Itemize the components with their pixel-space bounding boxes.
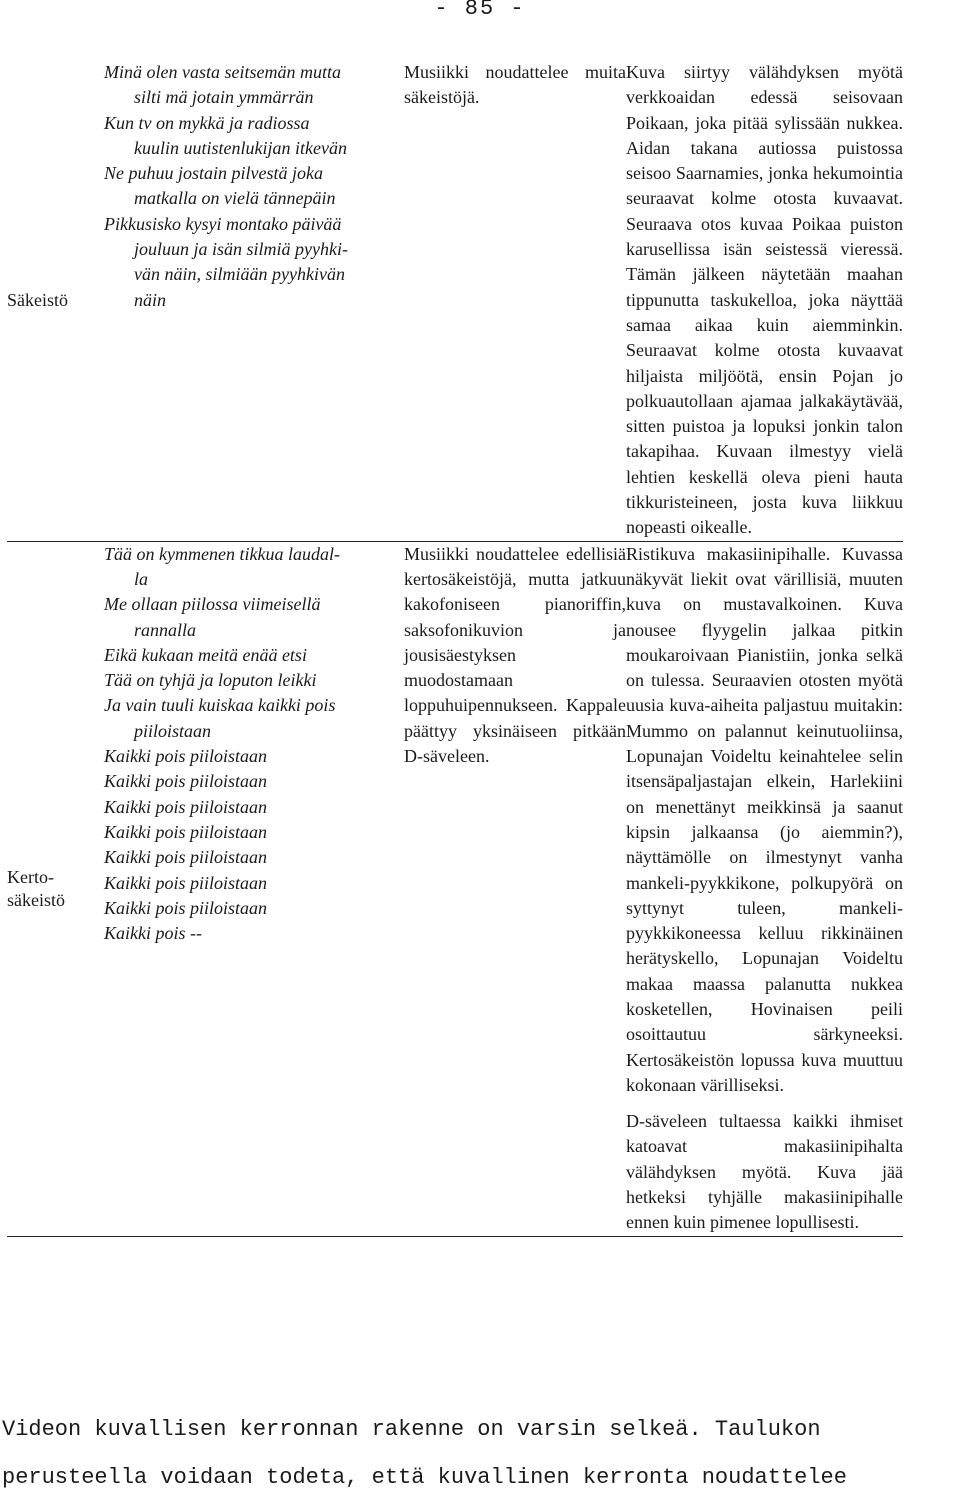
verse-music bbox=[404, 60, 626, 541]
lyric-line: Kaikki pois piiloistaan bbox=[104, 746, 268, 767]
verse-lyrics bbox=[104, 60, 404, 541]
chorus-section-label bbox=[7, 542, 104, 1237]
table-bottom-rule bbox=[7, 1236, 903, 1237]
lyric-line: Kaikki pois piiloistaan bbox=[104, 872, 268, 893]
lyric-line: Eikä kukaan meitä enää etsi bbox=[104, 644, 307, 665]
verse-row bbox=[7, 60, 903, 541]
verse-music-text: Musiikki noudattelee muita säkeistöjä. bbox=[404, 62, 626, 108]
lyric-line: Kaikki pois -- bbox=[104, 923, 202, 944]
verse-section-label bbox=[7, 60, 104, 541]
chorus-row bbox=[7, 542, 903, 1237]
verse-visual bbox=[626, 60, 903, 541]
lyric-line: Ja vain tuuli kuiskaa kaikki pois piiloistaan bbox=[104, 695, 336, 741]
lyric-line: Ne puhuu jostain pilvestä joka matkalla on vielä tännepäin bbox=[104, 163, 336, 209]
verse-visual-text: Kuva siirtyy välähdyksen myötä verkkoaidan edessä seisovaan Poikaan, joka pitää sylissään nukkea. Aidan takana autiossa puistossa seisoo Saarnamies, jonka hekumointia seuraavat kolme otosta kuvaavat. Seuraava otos kuvaa Poikaa puiston karusellissa isän seistessä vieressä. Tämän jälkeen näytetään maahan tippunutta taskukelloa, joka näyttää samaa aikaa kuin aiemminkin. Seuraavat kolme otosta kuvaavat hiljaista miljöötä, ensin Pojan jo polkuautollaan ajamaa jalkakäytävää, sitten puistoa ja lopuksi jonkin talon takapihaa. Kuvaan ilmestyy vielä lehtien keskellä oleva pieni hauta tikkuristeineen, josta kuva liikkuu nopeasti oikealle. bbox=[626, 62, 903, 538]
lyric-line: Minä olen vasta seitsemän mutta silti mä jotain ymmärrän bbox=[104, 62, 341, 108]
verse-label: Säkeistö bbox=[7, 289, 68, 310]
chorus-visual-ending-text: D-säveleen tultaessa kaikki ihmiset katoavat makasiinipihalta välähdyksen myötä. Kuva jää hetkeksi tyhjälle makasiinipihalle ennen kuin pimenee lopullisesti. bbox=[626, 1111, 903, 1233]
body-text-line-1: Videon kuvallisen kerronnan rakenne on varsin selkeä. Taulukon bbox=[2, 1417, 821, 1442]
lyric-line: Kaikki pois piiloistaan bbox=[104, 847, 268, 868]
lyric-line: Tää on tyhjä ja loputon leikki bbox=[104, 670, 317, 691]
lyric-line: Kaikki pois piiloistaan bbox=[104, 796, 268, 817]
lyric-line: Tää on kymmenen tikkua laudal- la bbox=[104, 543, 340, 589]
lyric-line: Kaikki pois piiloistaan bbox=[104, 821, 268, 842]
analysis-table bbox=[7, 60, 903, 1237]
chorus-music-text: Musiikki noudattelee edellisiä kertosäkeistöjä, mutta jatkuu kakofoniseen pianoriffin, saksofonikuvion ja jousisäestyksen muodostamaan loppuhuipennukseen. Kappale päättyy yksinäiseen pitkään D-säveleen. bbox=[404, 543, 626, 767]
lyric-line: Kun tv on mykkä ja radiossa kuulin uutistenlukijan itkevän bbox=[104, 112, 347, 158]
lyric-line: Kaikki pois piiloistaan bbox=[104, 771, 268, 792]
chorus-visual bbox=[626, 542, 903, 1237]
lyric-line: Kaikki pois piiloistaan bbox=[104, 897, 268, 918]
lyric-line: Me ollaan piilossa viimeisellä rannalla bbox=[104, 594, 321, 640]
chorus-lyrics bbox=[104, 542, 404, 1237]
chorus-label-line2: säkeistö bbox=[7, 889, 65, 910]
chorus-music bbox=[404, 542, 626, 1237]
body-text-line-2: perusteella voidaan todeta, että kuvallinen kerronta noudattelee bbox=[2, 1465, 847, 1490]
lyric-line: Pikkusisko kysyi montako päivää jouluun ja isän silmiä pyyhki- vän näin, silmiään pyyhkivän näin bbox=[104, 213, 348, 310]
chorus-label-line1: Kerto- bbox=[7, 866, 54, 887]
page-number: - 85 - bbox=[434, 0, 526, 21]
chorus-visual-text: Ristikuva makasiinipihalle. Kuvassa näkyvät liekit ovat värillisiä, muuten kuva on mustavalkoinen. Kuva nousee flyygelin jalkaa pitkin moukaroivaan Pianistiin, jonka selkä on tulessa. Seuraavien otosten myötä uusia kuva-aiheita paljastuu muitakin: Mummo on palannut keinutuoliinsa, Lopunajan Voideltu keinahtelee selin itsensäpaljastajan elkein, Harlekiini on menettänyt meikkinsä ja saanut kipsin jalkaansa (jo aiemmin?), näyttämölle on ilmestynyt vanha mankeli-pyykkikone, polkupyörä on syttynyt tuleen, mankeli-pyykkikoneessa kelluu rikkinäinen herätyskello, Lopunajan Voideltu makaa maassa palanutta nukkea kosketellen, Hovinaisen peili osoittautuu särkyneeksi. Kertosäkeistön lopussa kuva muuttuu kokonaan värilliseksi. bbox=[626, 543, 903, 1095]
